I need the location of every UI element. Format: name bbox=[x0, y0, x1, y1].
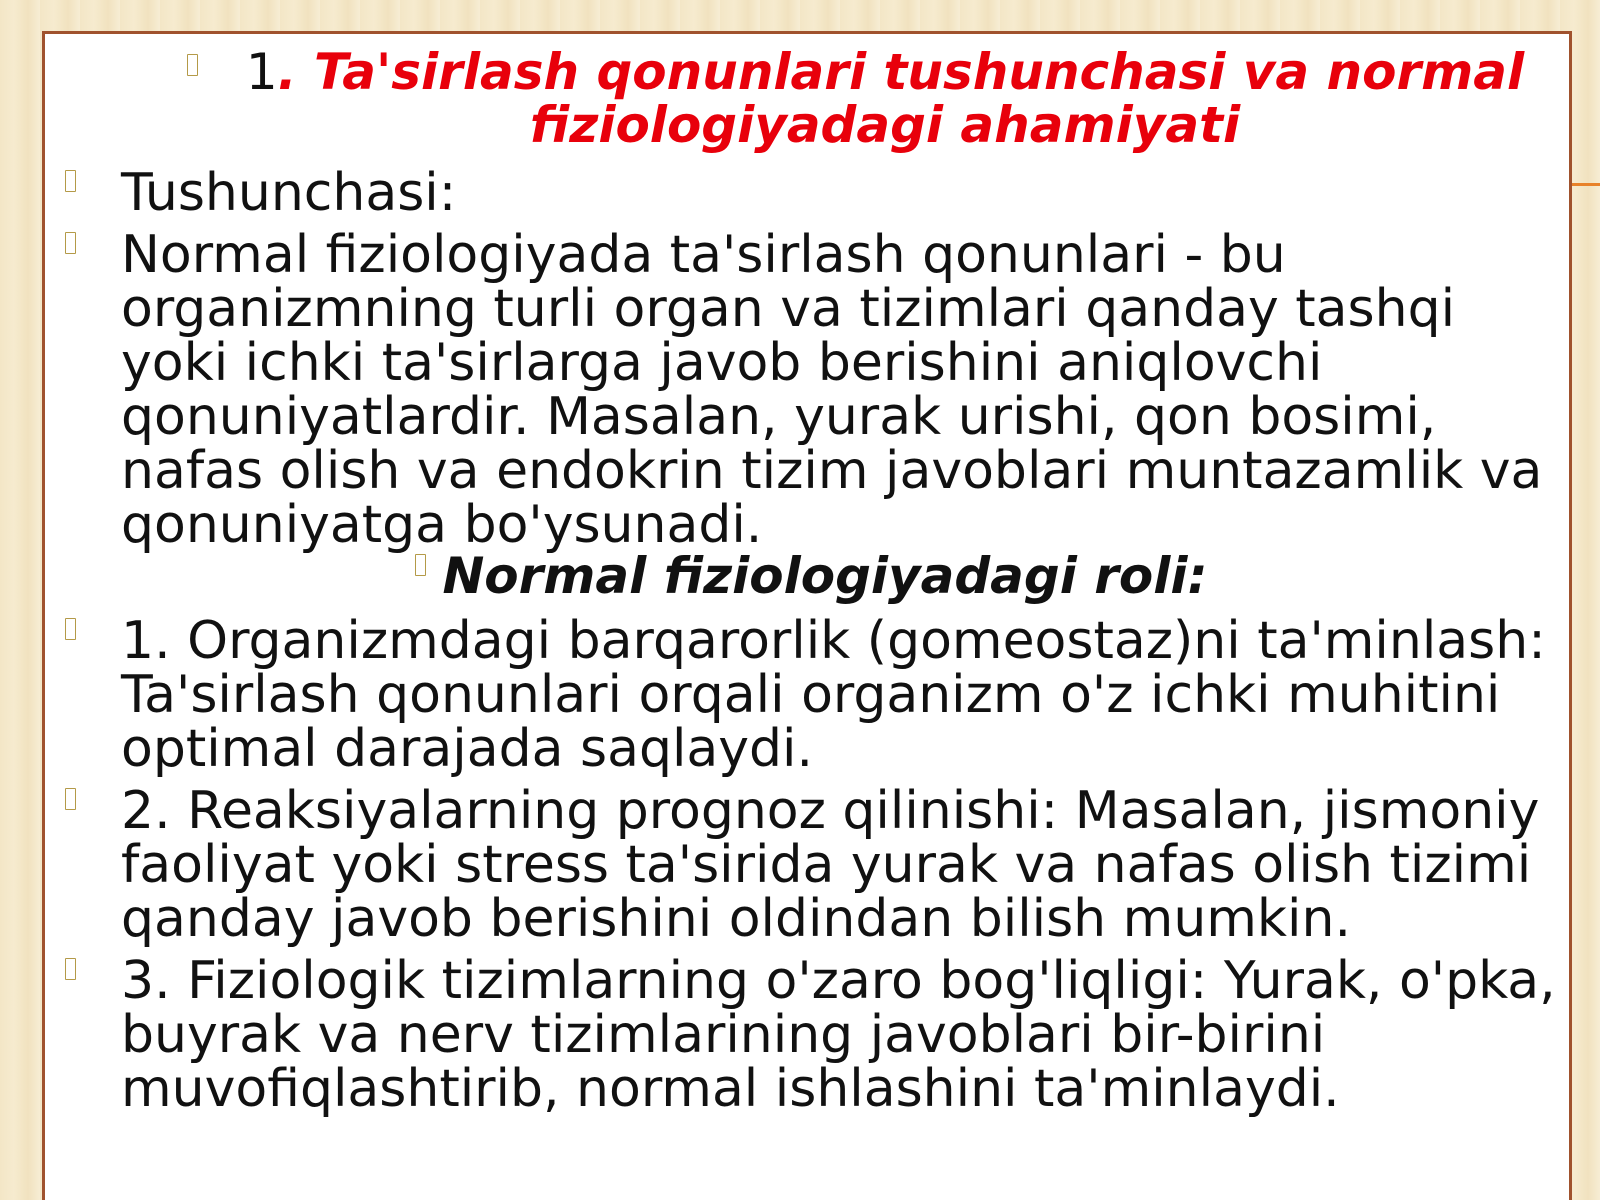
bullet-icon bbox=[65, 958, 76, 980]
role-item-2: 2. Reaksiyalarning prognoz qilinishi: Masalan, jismoniy faoliyat yoki stress ta'sirida yurak va nafas olish tizimi qanday javob berishini oldindan bilish mumkin. bbox=[121, 781, 1540, 949]
title-highlight: . Ta'sirlash qonunlari tushunchasi va normal fiziologiyadagi ahamiyati bbox=[277, 43, 1525, 154]
bullet-icon bbox=[65, 618, 76, 640]
bullet-icon bbox=[65, 232, 76, 254]
concept-text: Normal fiziologiyada ta'sirlash qonunlari - bu organizmning turli organ va tizimlari qanday tashqi yoki ichki ta'sirlarga javob berishini aniqlovchi qonuniyatlardir. Masalan, yurak urishi, qon bosimi, nafas olish va endokrin tizim javoblari muntazamlik va qonuniyatga bo'ysunadi. bbox=[121, 225, 1543, 555]
bullet-icon bbox=[65, 170, 76, 192]
role-item-1: 1. Organizmdagi barqarorlik (gomeostaz)ni ta'minlash: Ta'sirlash qonunlari orqali organizm o'z ichki muhitini optimal darajada saqlaydi. bbox=[121, 611, 1546, 779]
role-item-3: 3. Fiziologik tizimlarning o'zaro bog'liqligi: Yurak, o'pka, buyrak va nerv tizimlarining javoblari bir-birini muvofiqlashtirib, normal ishlashini ta'minlaydi. bbox=[121, 951, 1556, 1119]
slide-title bbox=[205, 43, 1565, 154]
concept-label: Tushunchasi: bbox=[121, 163, 457, 223]
role-heading: Normal fiziologiyadagi roli: bbox=[442, 547, 1208, 605]
slide-content bbox=[42, 31, 1572, 1200]
bullet-icon bbox=[187, 54, 198, 76]
title-number: 1 bbox=[245, 43, 278, 101]
bullet-icon bbox=[65, 788, 76, 810]
